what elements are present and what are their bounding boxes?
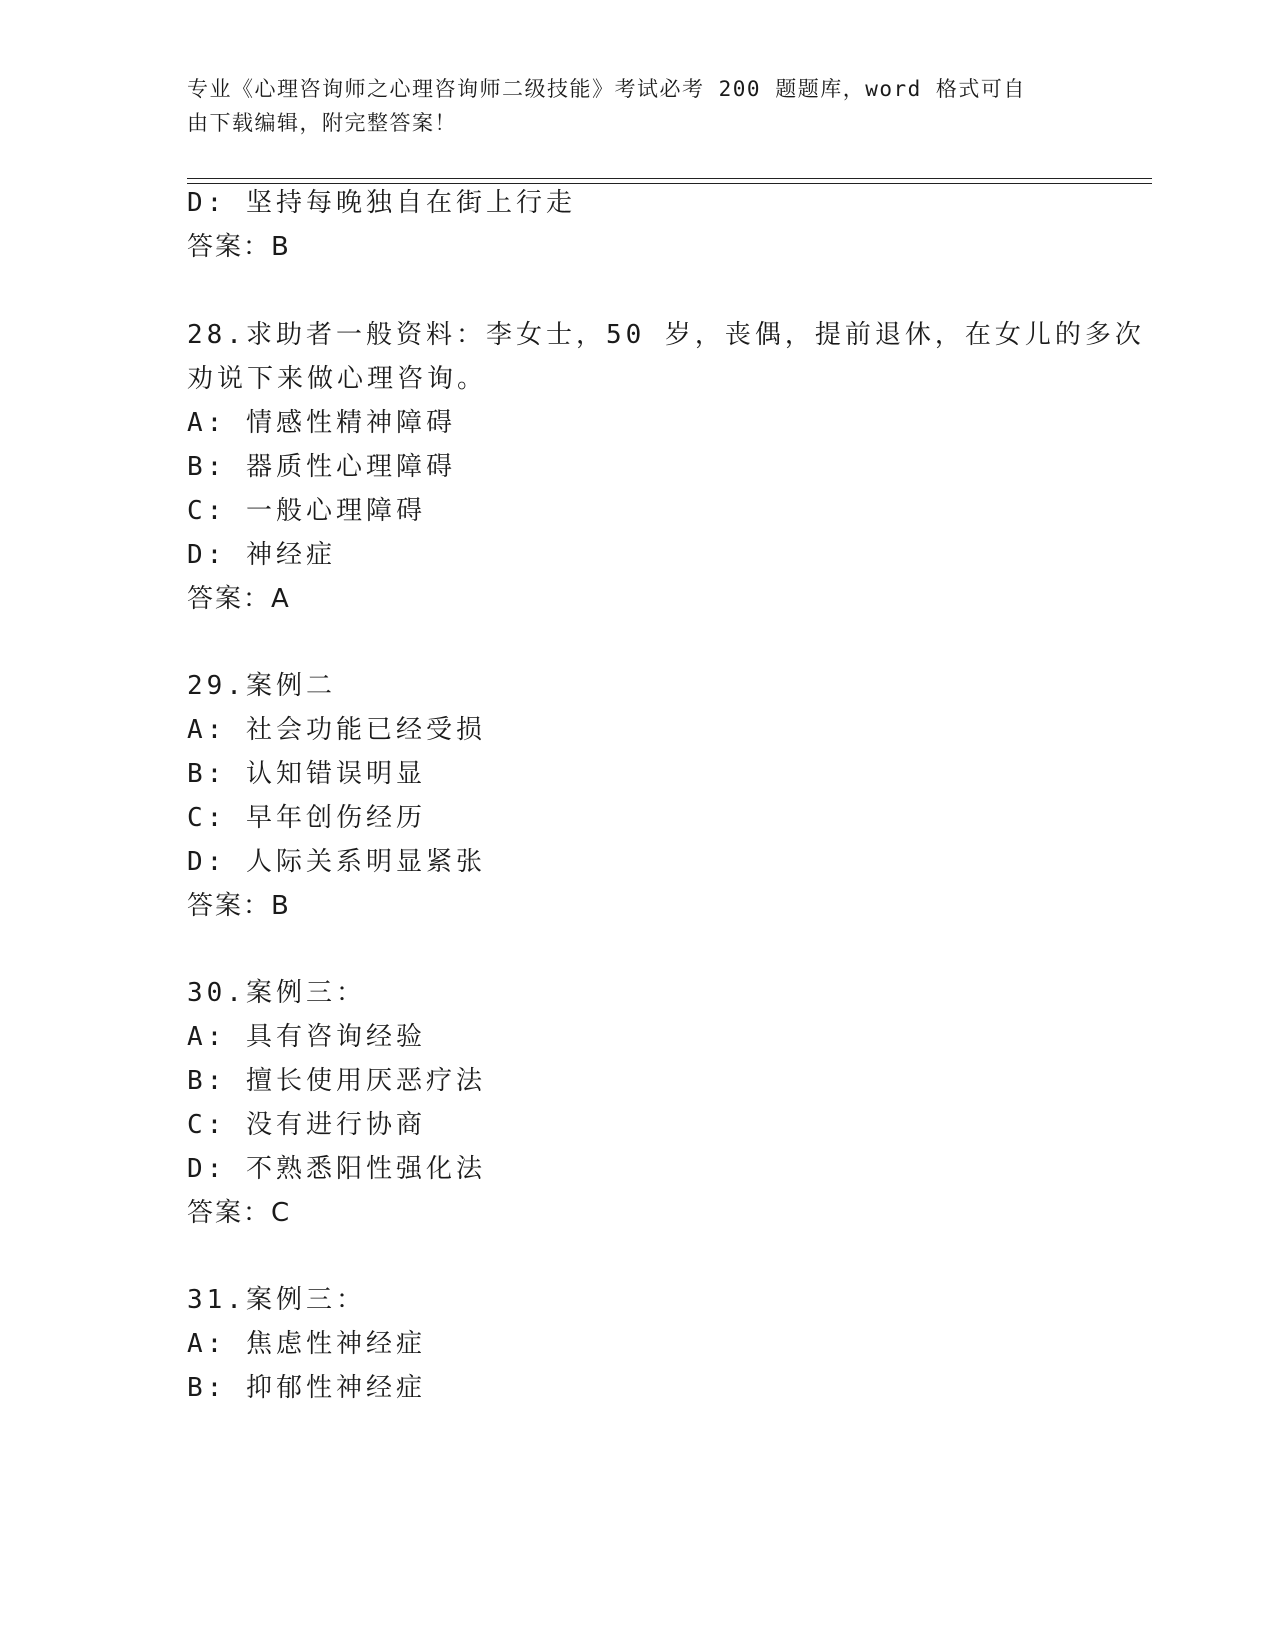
header-divider-bottom — [187, 183, 1152, 184]
q29-option-a: A: 社会功能已经受损 — [187, 715, 486, 745]
q29-option-b: B: 认知错误明显 — [187, 759, 426, 789]
q28-answer: 答案：A — [187, 584, 291, 614]
q29-option-d: D: 人际关系明显紧张 — [187, 847, 486, 877]
header-line-1: 专业《心理咨询师之心理咨询师二级技能》考试必考 200 题题库，word 格式可自 — [187, 77, 1026, 101]
q27-option-d: D: 坚持每晚独自在街上行走 — [187, 188, 576, 218]
header-divider-top — [187, 178, 1152, 179]
q30-option-c: C: 没有进行协商 — [187, 1110, 426, 1140]
q29-stem: 29.案例二 — [187, 671, 336, 701]
q29-answer: 答案：B — [187, 891, 291, 921]
q28-stem-line-1: 28.求助者一般资料：李女士，50 岁，丧偶，提前退休，在女儿的多次 — [187, 320, 1145, 350]
q30-option-b: B: 擅长使用厌恶疗法 — [187, 1066, 486, 1096]
q31-stem: 31.案例三： — [187, 1285, 366, 1315]
q28-option-a: A: 情感性精神障碍 — [187, 408, 456, 438]
q29-option-c: C: 早年创伤经历 — [187, 803, 426, 833]
q28-option-b: B: 器质性心理障碍 — [187, 452, 456, 482]
q28-stem-line-2: 劝说下来做心理咨询。 — [187, 364, 488, 394]
document-header — [187, 72, 1087, 140]
q30-option-a: A: 具有咨询经验 — [187, 1022, 426, 1052]
q31-option-b: B: 抑郁性神经症 — [187, 1373, 426, 1403]
q31-option-a: A: 焦虑性神经症 — [187, 1329, 426, 1359]
q30-option-d: D: 不熟悉阳性强化法 — [187, 1154, 486, 1184]
q27-answer: 答案：B — [187, 232, 291, 262]
q30-stem: 30.案例三： — [187, 978, 366, 1008]
q30-answer: 答案：C — [187, 1198, 292, 1228]
q28-option-d: D: 神经症 — [187, 540, 336, 570]
header-line-2: 由下载编辑，附完整答案！ — [187, 111, 457, 135]
q28-option-c: C: 一般心理障碍 — [187, 496, 426, 526]
